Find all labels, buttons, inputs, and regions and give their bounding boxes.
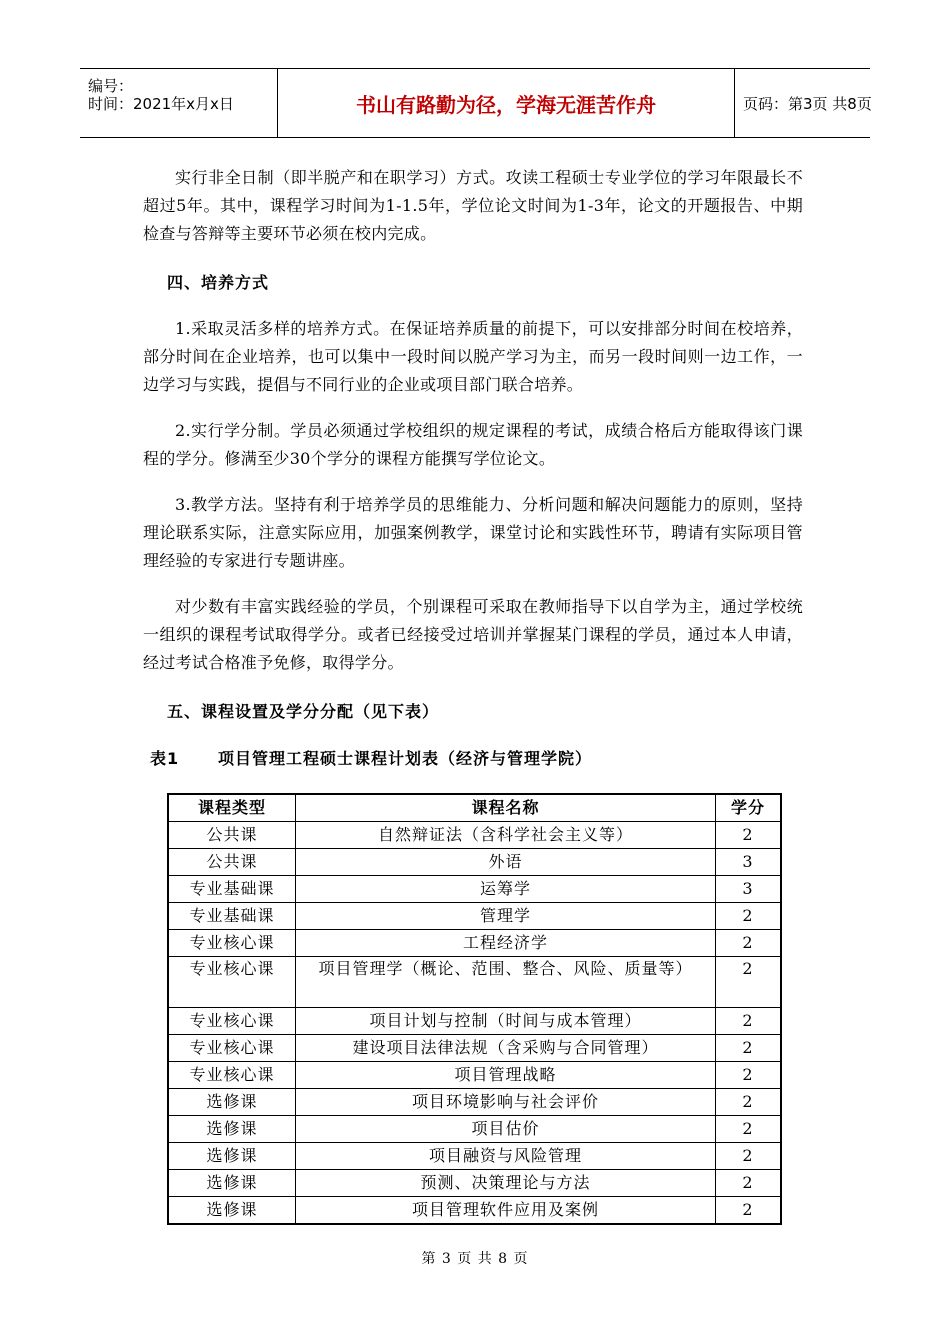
table-row <box>168 1035 781 1062</box>
course-name: 工程经济学 <box>296 930 716 957</box>
table-row <box>168 876 781 903</box>
course-credit: 2 <box>716 822 782 849</box>
course-credit: 3 <box>716 849 782 876</box>
course-type: 专业核心课 <box>168 957 296 1008</box>
page-footer: 第 3 页 共 8 页 <box>421 1251 529 1267</box>
course-name: 项目估价 <box>296 1116 716 1143</box>
course-name: 项目融资与风险管理 <box>296 1143 716 1170</box>
course-type: 选修课 <box>168 1143 296 1170</box>
course-credit: 2 <box>716 1170 782 1197</box>
course-credit: 2 <box>716 930 782 957</box>
course-credit: 2 <box>716 957 782 1008</box>
table-row <box>168 822 781 849</box>
course-credit: 2 <box>716 903 782 930</box>
course-type: 选修课 <box>168 1197 296 1225</box>
paragraph-study-mode: 实行非全日制（即半脱产和在职学习）方式。攻读工程硕士专业学位的学习年限最长不超过5年。其中，课程学习时间为1-1.5年，学位论文时间为1-3年，论文的开题报告、中期检查与答辩等主要环节必须在校内完成。 <box>143 168 803 243</box>
column-header-name: 课程名称 <box>296 794 716 822</box>
course-type: 公共课 <box>168 849 296 876</box>
table-row <box>168 1170 781 1197</box>
course-type: 专业基础课 <box>168 903 296 930</box>
header-motto: 书山有路勤为径，学海无涯苦作舟 <box>277 69 735 137</box>
column-header-type: 课程类型 <box>168 794 296 822</box>
course-name: 项目管理软件应用及案例 <box>296 1197 716 1225</box>
course-credit: 2 <box>716 1062 782 1089</box>
paragraph-teaching-method: 3.教学方法。坚持有利于培养学员的思维能力、分析问题和解决问题能力的原则，坚持理论联系实际，注意实际应用，加强案例教学，课堂讨论和实践性环节，聘请有实际项目管理经验的专家进行专题讲座。 <box>143 495 803 570</box>
course-type: 专业核心课 <box>168 1008 296 1035</box>
course-credit: 2 <box>716 1008 782 1035</box>
table-row <box>168 849 781 876</box>
course-name: 项目管理学（概论、范围、整合、风险、质量等） <box>296 957 716 1008</box>
course-name: 预测、决策理论与方法 <box>296 1170 716 1197</box>
course-credit: 2 <box>716 1116 782 1143</box>
page-header <box>80 68 870 138</box>
document-body <box>143 164 803 722</box>
course-plan-table <box>167 793 782 1225</box>
table-row <box>168 1143 781 1170</box>
paragraph-credit-system: 2.实行学分制。学员必须通过学校组织的规定课程的考试，成绩合格后方能取得该门课程的学分。修满至少30个学分的课程方能撰写学位论文。 <box>143 421 803 468</box>
course-credit: 2 <box>716 1143 782 1170</box>
course-type: 专业核心课 <box>168 930 296 957</box>
table-row <box>168 1008 781 1035</box>
paragraph-training-flexible: 1.采取灵活多样的培养方式。在保证培养质量的前提下，可以安排部分时间在校培养，部分时间在企业培养，也可以集中一段时间以脱产学习为主，而另一段时间则一边工作，一边学习与实践，提倡与不同行业的企业或项目部门联合培养。 <box>143 319 803 394</box>
table-row <box>168 957 781 1008</box>
course-credit: 2 <box>716 1089 782 1116</box>
course-type: 选修课 <box>168 1089 296 1116</box>
course-type: 专业基础课 <box>168 876 296 903</box>
table-row <box>168 1197 781 1225</box>
course-name: 运筹学 <box>296 876 716 903</box>
header-meta <box>80 69 277 137</box>
course-name: 项目管理战略 <box>296 1062 716 1089</box>
table-row <box>168 1062 781 1089</box>
course-credit: 3 <box>716 876 782 903</box>
course-credit: 2 <box>716 1035 782 1062</box>
paragraph-self-study: 对少数有丰富实践经验的学员，个别课程可采取在教师指导下以自学为主，通过学校统一组织的课程考试取得学分。或者已经接受过培训并掌握某门课程的学员，通过本人申请，经过考试合格准予免修，取得学分。 <box>143 597 803 672</box>
course-credit: 2 <box>716 1197 782 1225</box>
table-caption <box>150 746 592 769</box>
course-name: 项目环境影响与社会评价 <box>296 1089 716 1116</box>
course-type: 专业核心课 <box>168 1035 296 1062</box>
table-row <box>168 1089 781 1116</box>
course-name: 管理学 <box>296 903 716 930</box>
table-row <box>168 903 781 930</box>
table-row <box>168 930 781 957</box>
section-heading-training: 四、培养方式 <box>167 273 270 292</box>
table-title: 项目管理工程硕士课程计划表（经济与管理学院） <box>218 749 593 768</box>
header-page-info: 页码：第3页 共8页 <box>743 94 872 113</box>
course-name: 外语 <box>296 849 716 876</box>
course-type: 选修课 <box>168 1170 296 1197</box>
table-number: 表1 <box>150 749 180 768</box>
section-heading-courses: 五、课程设置及学分分配（见下表） <box>167 702 440 721</box>
course-type: 选修课 <box>168 1116 296 1143</box>
course-type: 公共课 <box>168 822 296 849</box>
course-name: 项目计划与控制（时间与成本管理） <box>296 1008 716 1035</box>
course-type: 专业核心课 <box>168 1062 296 1089</box>
course-name: 建设项目法律法规（含采购与合同管理） <box>296 1035 716 1062</box>
document-date: 时间：2021年x月x日 <box>88 95 234 113</box>
course-name: 自然辩证法（含科学社会主义等） <box>296 822 716 849</box>
document-number-label: 编号： <box>88 77 134 95</box>
column-header-credit: 学分 <box>716 794 782 822</box>
table-row <box>168 1116 781 1143</box>
table-header-row <box>168 794 781 822</box>
